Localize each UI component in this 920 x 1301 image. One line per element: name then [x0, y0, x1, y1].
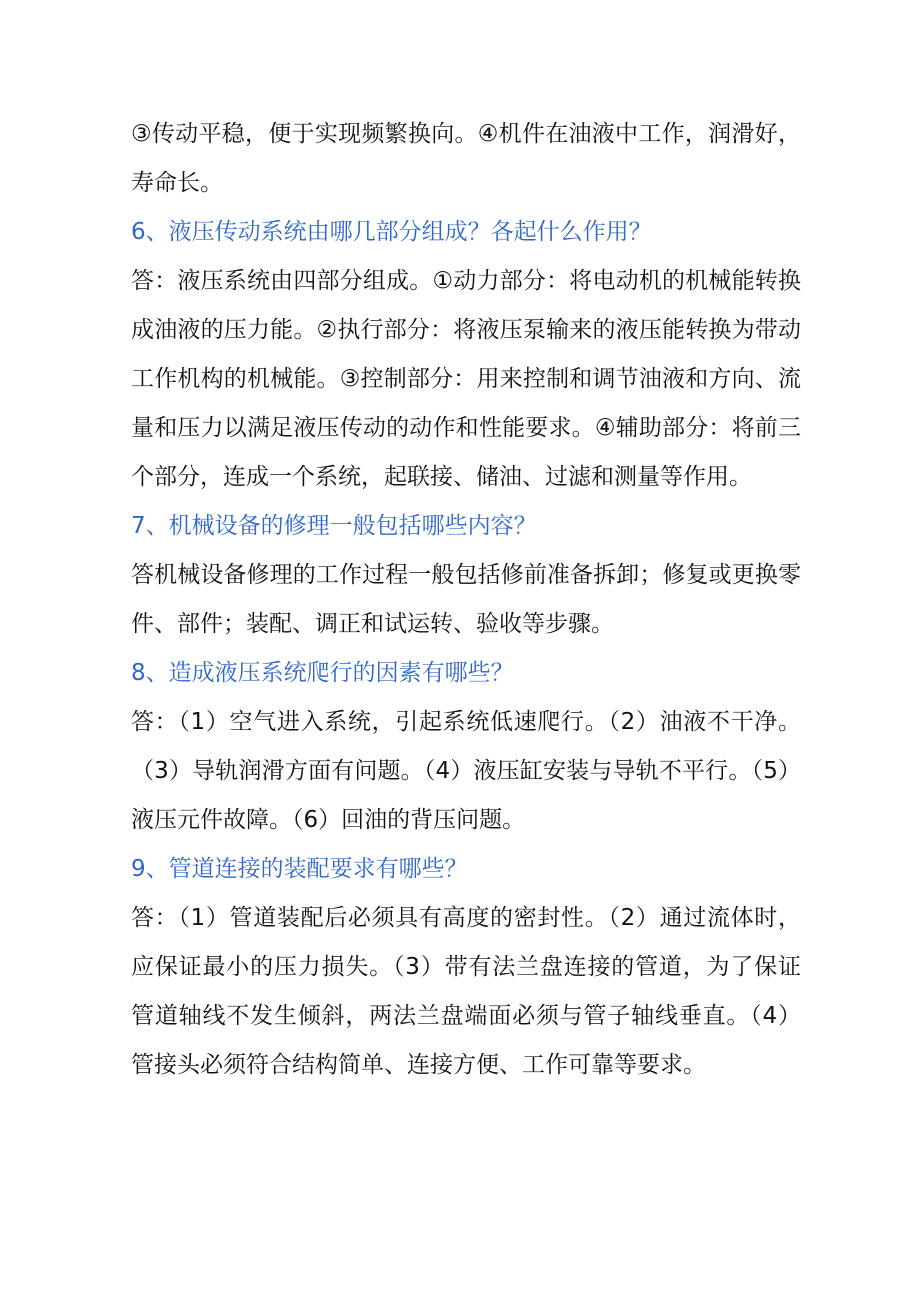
answer-7: 答机械设备修理的工作过程一般包括修前准备拆卸；修复或更换零件、部件；装配、调正和试运转、验收等步骤。 — [131, 562, 801, 637]
answer-8: 答：（1）空气进入系统，引起系统低速爬行。（2）油液不干净。（3）导轨润滑方面有问题。（4）液压缸安装与导轨不平行。（5）液压元件故障。（6）回油的背压问题。 — [131, 709, 801, 833]
question-9: 9、管道连接的装配要求有哪些？ — [131, 856, 468, 882]
question-8: 8、造成液压系统爬行的因素有哪些？ — [131, 660, 514, 686]
answer-5-continued: ③传动平稳，便于实现频繁换向。④机件在油液中工作，润滑好，寿命长。 — [131, 121, 801, 196]
question-7: 7、机械设备的修理一般包括哪些内容？ — [131, 513, 537, 539]
document-body — [131, 110, 801, 1090]
answer-9: 答：（1）管道装配后必须具有高度的密封性。（2）通过流体时，应保证最小的压力损失。（3）带有法兰盘连接的管道，为了保证管道轴线不发生倾斜，两法兰盘端面必须与管子轴线垂直。（4）管接头必须符合结构简单、连接方便、工作可靠等要求。 — [131, 905, 801, 1078]
answer-6: 答：液压系统由四部分组成。①动力部分：将电动机的机械能转换成油液的压力能。②执行部分：将液压泵输来的液压能转换为带动工作机构的机械能。③控制部分：用来控制和调节油液和方向、流量和压力以满足液压传动的动作和性能要求。④辅助部分：将前三个部分，连成一个系统，起联接、储油、过滤和测量等作用。 — [131, 268, 801, 490]
question-6: 6、液压传动系统由哪几部分组成？各起什么作用？ — [131, 219, 652, 245]
